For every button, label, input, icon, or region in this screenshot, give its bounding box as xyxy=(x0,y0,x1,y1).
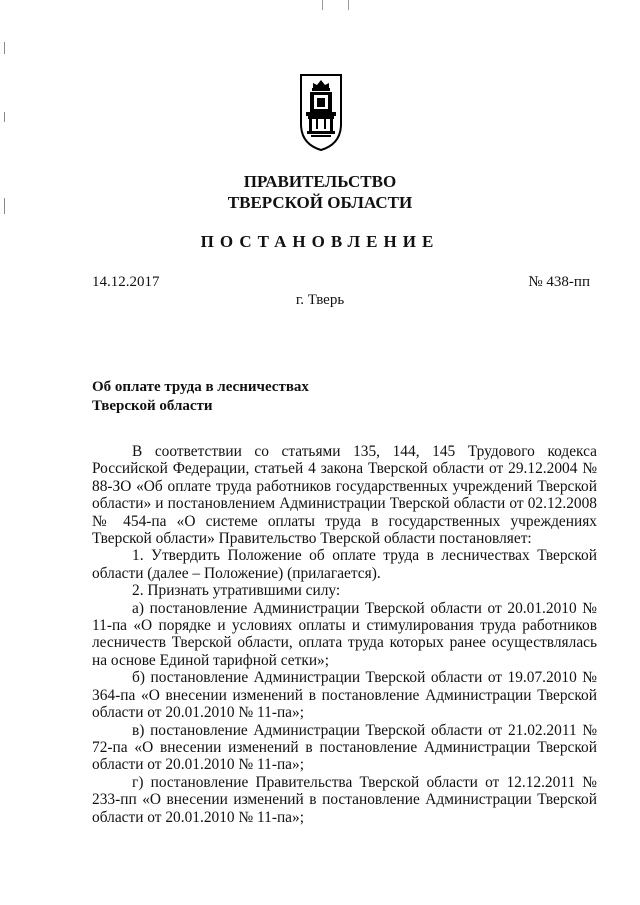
subject-line: Тверской области xyxy=(92,398,213,414)
scan-top-mark xyxy=(348,0,349,10)
document-body xyxy=(92,443,597,826)
document-subject xyxy=(92,378,309,416)
scan-edge-mark xyxy=(4,42,5,54)
body-paragraph-item-1: 1. Утвердить Положение об оплате труда в лесничествах Тверской области (далее – Положение) (прилагается). xyxy=(92,547,597,582)
document-date: 14.12.2017 xyxy=(92,274,160,290)
body-paragraph-subitem-d: г) постановление Правительства Тверской области от 12.12.2011 № 233-пп «О внесении изменений в постановление Администрации Тверской области от 20.01.2010 № 11-па»; xyxy=(92,773,597,826)
government-title-line2: ТВЕРСКОЙ ОБЛАСТИ xyxy=(227,193,413,212)
scan-edge-mark xyxy=(4,112,5,122)
body-paragraph-subitem-b: б) постановление Администрации Тверской области от 19.07.2010 № 364-па «О внесении изменений в постановление Администрации Тверской области от 20.01.2010 № 11-па»; xyxy=(92,669,597,722)
document-type-title: ПОСТАНОВЛЕНИЕ xyxy=(200,232,440,251)
body-paragraph-subitem-c: в) постановление Администрации Тверской области от 21.02.2011 № 72-па «О внесении изменений в постановление Администрации Тверской области от 20.01.2010 № 11-па»; xyxy=(92,721,597,774)
document-city: г. Тверь xyxy=(295,292,345,308)
document-number: № 438-пп xyxy=(528,274,590,290)
government-title-line1: ПРАВИТЕЛЬСТВО xyxy=(243,172,397,191)
body-paragraph-preamble: В соответствии со статьями 135, 144, 145 Трудового кодекса Российской Федерации, статьей 4 закона Тверской области от 29.12.2004 № 88-ЗО «Об оплате труда работников государственных учреждений Тверской области» и постановлением Администрации Тверской области от 02.12.2008 № 454-па «О системе оплаты труда в государственных учреждениях Тверской области» Правительство Тверской области постановляет: xyxy=(92,443,597,548)
subject-line: Об оплате труда в лесничествах xyxy=(92,379,309,395)
body-paragraph-subitem-a: а) постановление Администрации Тверской области от 20.01.2010 № 11-па «О порядке и условиях оплаты и стимулирования труда работников лесничеств Тверской области, оплата труда которых ранее осуществлялась на основе Единой тарифной сетки»; xyxy=(92,599,597,669)
body-paragraph-item-2: 2. Признать утратившими силу: xyxy=(132,582,341,600)
scan-top-mark xyxy=(322,0,323,10)
coat-of-arms-icon xyxy=(296,72,346,152)
